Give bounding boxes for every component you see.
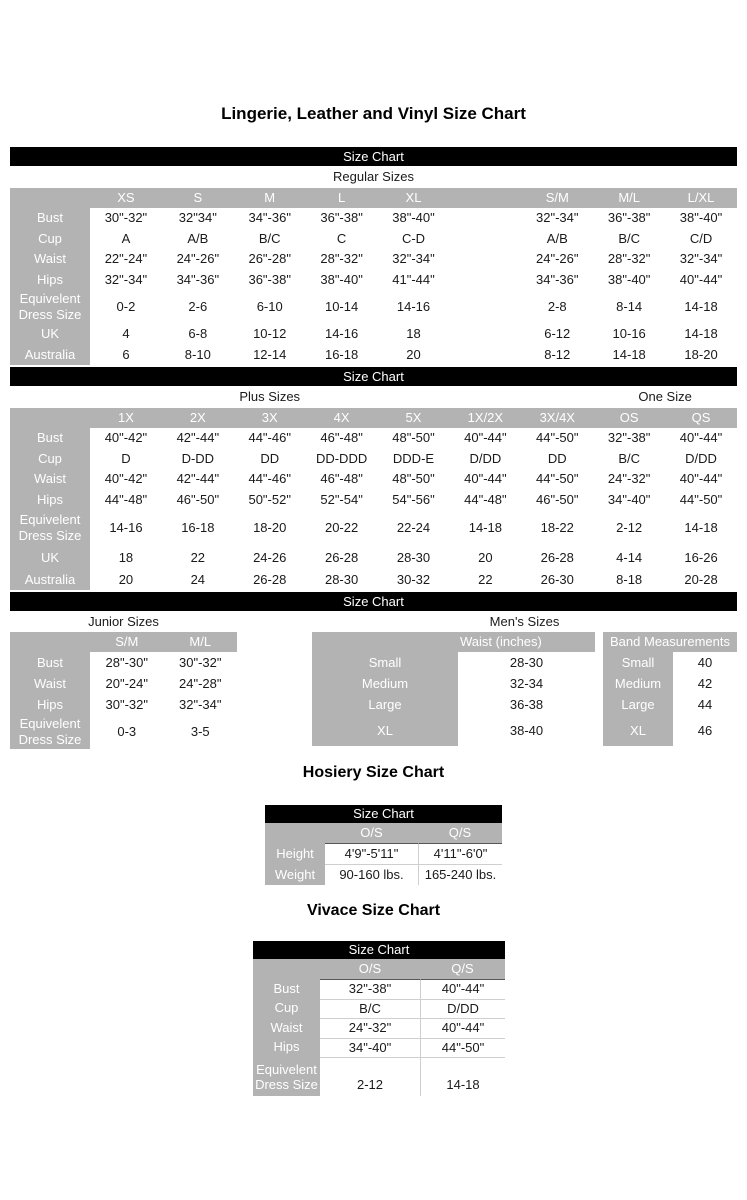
table-cell: 28"-32": [593, 249, 665, 270]
table-cell: 24-26: [234, 546, 306, 569]
table-cell: 14-18: [449, 510, 521, 546]
row-label: UK: [10, 546, 90, 569]
column-header-row: [253, 959, 505, 979]
table-cell: 3-5: [164, 715, 238, 749]
table-row: [603, 652, 737, 673]
column-header: 5X: [378, 408, 450, 428]
table-cell: 14-18: [665, 510, 737, 546]
vivace-table: [253, 959, 505, 1096]
table-cell: 18-20: [234, 510, 306, 546]
table-cell: 40"-44": [449, 469, 521, 490]
table-cell: 40"-44": [665, 270, 737, 291]
table-cell: 32-34: [458, 673, 595, 694]
table-cell: 14-18: [665, 324, 737, 345]
row-label: Equivelent Dress Size: [10, 510, 90, 546]
table-cell: D/DD: [449, 449, 521, 470]
table-cell: 42"-44": [162, 469, 234, 490]
table-cell: 46"-50": [162, 490, 234, 511]
vivace-section: [253, 941, 505, 1096]
table-cell: 26-28: [234, 569, 306, 590]
table-row: [312, 652, 595, 673]
table-cell: 44"-46": [234, 428, 306, 449]
table-cell: 38-40: [458, 715, 595, 746]
column-header: [449, 188, 521, 208]
row-label: Waist: [10, 673, 90, 694]
table-row: [10, 469, 737, 490]
column-header: O/S: [325, 823, 418, 843]
row-label: Hips: [253, 1038, 320, 1058]
table-cell: B/C: [593, 229, 665, 250]
table-cell: 44"-46": [234, 469, 306, 490]
column-header: 4X: [306, 408, 378, 428]
row-label: Bust: [253, 979, 320, 999]
row-label: Height: [265, 843, 325, 864]
table-cell: 48"-50": [378, 428, 450, 449]
table-cell: 30-32: [378, 569, 450, 590]
table-cell: 10-12: [234, 324, 306, 345]
column-header-row: [10, 632, 237, 652]
row-label: Waist: [253, 1018, 320, 1038]
table-row: [10, 673, 237, 694]
row-label: Cup: [253, 999, 320, 1019]
table-cell: 34"-36": [521, 270, 593, 291]
row-label: Bust: [10, 428, 90, 449]
row-label: Weight: [265, 864, 325, 885]
table-cell: 16-18: [162, 510, 234, 546]
table-cell: 40"-44": [420, 979, 505, 999]
table-cell: B/C: [320, 999, 420, 1019]
row-label: XL: [603, 715, 673, 746]
table-cell: [449, 270, 521, 291]
table-cell: 26-28: [306, 546, 378, 569]
size-chart-bar: Size Chart: [253, 941, 505, 959]
table-cell: 38"-40": [593, 270, 665, 291]
column-header: QS: [665, 408, 737, 428]
section-subtitle-strip: [10, 611, 737, 632]
column-header: S: [162, 188, 234, 208]
column-header: L: [306, 188, 378, 208]
table-cell: 40"-44": [420, 1018, 505, 1038]
table-cell: 20-22: [306, 510, 378, 546]
table-cell: 28-30: [458, 652, 595, 673]
table-cell: 18: [378, 324, 450, 345]
table-cell: [449, 208, 521, 229]
table-row: [10, 208, 737, 229]
corner-cell: [253, 959, 320, 979]
column-header: M/L: [164, 632, 238, 652]
section-subtitle-strip: [10, 386, 737, 408]
table-cell: 0-2: [90, 290, 162, 324]
table-row: [10, 510, 737, 546]
table-cell: 38"-40": [378, 208, 450, 229]
table-cell: 10-14: [306, 290, 378, 324]
table-cell: 38"-40": [665, 208, 737, 229]
column-header: XL: [378, 188, 450, 208]
table-cell: 26"-28": [234, 249, 306, 270]
column-header: XS: [90, 188, 162, 208]
row-label: Hips: [10, 694, 90, 715]
table-cell: 22: [162, 546, 234, 569]
column-header: OS: [593, 408, 665, 428]
table-cell: 20: [449, 546, 521, 569]
table-cell: 16-26: [665, 546, 737, 569]
table-row: [603, 715, 737, 746]
column-header: 3X: [234, 408, 306, 428]
table-cell: 14-16: [90, 510, 162, 546]
table-cell: 18-22: [521, 510, 593, 546]
table-cell: [449, 290, 521, 324]
table-row: [253, 1038, 505, 1058]
row-label: Waist: [10, 469, 90, 490]
table-row: [10, 715, 237, 749]
table-cell: 52"-54": [306, 490, 378, 511]
table-cell: 14-16: [378, 290, 450, 324]
table-row: [10, 290, 737, 324]
table-cell: 4'11"-6'0": [418, 843, 502, 864]
table-cell: 4'9"-5'11": [325, 843, 418, 864]
size-chart-bar: Size Chart: [10, 147, 737, 166]
table-cell: D-DD: [162, 449, 234, 470]
column-header: 3X/4X: [521, 408, 593, 428]
column-header-row: [10, 188, 737, 208]
row-label: XL: [312, 715, 458, 746]
table-cell: 26-28: [521, 546, 593, 569]
column-header-row: [265, 823, 502, 843]
table-cell: B/C: [234, 229, 306, 250]
table-row: [10, 249, 737, 270]
junior-sizes-table: [10, 632, 237, 749]
table-cell: 34"-40": [320, 1038, 420, 1058]
table-cell: 20"-24": [90, 673, 164, 694]
table-cell: 22-24: [378, 510, 450, 546]
mens-band-table: [603, 632, 737, 746]
row-label: Australia: [10, 569, 90, 590]
table-row: [10, 569, 737, 590]
table-cell: 44: [673, 694, 737, 715]
table-cell: 24"-26": [521, 249, 593, 270]
row-label: Hips: [10, 490, 90, 511]
table-cell: DD: [234, 449, 306, 470]
junior-mens-section: [10, 592, 737, 752]
row-label: Bust: [10, 208, 90, 229]
table-cell: 8-12: [521, 345, 593, 366]
page-title: Lingerie, Leather and Vinyl Size Chart: [221, 104, 526, 123]
row-label: Cup: [10, 229, 90, 250]
table-cell: 30"-32": [90, 208, 162, 229]
table-cell: 40"-44": [665, 428, 737, 449]
row-label: Large: [312, 694, 458, 715]
table-cell: 24"-32": [593, 469, 665, 490]
table-row: [10, 324, 737, 345]
row-label: Waist: [10, 249, 90, 270]
row-label: Bust: [10, 652, 90, 673]
table-cell: 24"-32": [320, 1018, 420, 1038]
table-row: [10, 449, 737, 470]
table-cell: 20: [378, 345, 450, 366]
corner-cell: [10, 408, 90, 428]
table-row: [10, 546, 737, 569]
table-cell: 24"-26": [162, 249, 234, 270]
table-cell: DD-DDD: [306, 449, 378, 470]
section-subtitle: Regular Sizes: [333, 169, 414, 184]
table-cell: 34"-40": [593, 490, 665, 511]
plus-sizes-subtitle: Plus Sizes: [239, 389, 301, 404]
table-cell: A/B: [162, 229, 234, 250]
table-cell: 42: [673, 673, 737, 694]
column-header: Q/S: [420, 959, 505, 979]
table-cell: 20-28: [665, 569, 737, 590]
row-label: Medium: [603, 673, 673, 694]
table-cell: 2-12: [320, 1057, 420, 1096]
column-header: M: [234, 188, 306, 208]
table-cell: 40"-42": [90, 428, 162, 449]
table-cell: 32"-34": [90, 270, 162, 291]
table-cell: 46"-50": [521, 490, 593, 511]
column-header: S/M: [521, 188, 593, 208]
table-cell: 28"-32": [306, 249, 378, 270]
table-cell: 42"-44": [162, 428, 234, 449]
table-row: [603, 673, 737, 694]
table-cell: [449, 324, 521, 345]
size-chart-bar: Size Chart: [10, 592, 737, 611]
row-label: Small: [312, 652, 458, 673]
table-cell: 46"-48": [306, 428, 378, 449]
table-cell: B/C: [593, 449, 665, 470]
column-header: 1X/2X: [449, 408, 521, 428]
table-cell: 8-14: [593, 290, 665, 324]
table-cell: 14-18: [665, 290, 737, 324]
table-cell: D/DD: [665, 449, 737, 470]
table-cell: 4-14: [593, 546, 665, 569]
table-cell: 36"-38": [593, 208, 665, 229]
table-row: [253, 1018, 505, 1038]
table-cell: 44"-48": [90, 490, 162, 511]
table-row: [10, 428, 737, 449]
table-cell: 90-160 lbs.: [325, 864, 418, 885]
column-header: L/XL: [665, 188, 737, 208]
table-cell: 2-12: [593, 510, 665, 546]
row-label: Large: [603, 694, 673, 715]
table-cell: 6: [90, 345, 162, 366]
table-cell: 34"-36": [162, 270, 234, 291]
table-cell: 32"-38": [593, 428, 665, 449]
mens-waist-table: [312, 632, 595, 746]
table-cell: A/B: [521, 229, 593, 250]
table-cell: 0-3: [90, 715, 164, 749]
corner-cell: [265, 823, 325, 843]
table-cell: 14-18: [420, 1057, 505, 1096]
table-cell: [449, 229, 521, 250]
vivace-chart-title: Vivace Size Chart: [306, 902, 441, 919]
table-cell: 18-20: [665, 345, 737, 366]
column-header: Band Measurements: [603, 632, 737, 652]
table-cell: C: [306, 229, 378, 250]
column-header: Waist (inches): [312, 632, 595, 652]
table-cell: 6-8: [162, 324, 234, 345]
table-cell: 2-6: [162, 290, 234, 324]
hosiery-table: [265, 823, 502, 885]
table-cell: 28-30: [378, 546, 450, 569]
column-header: 1X: [90, 408, 162, 428]
column-header: M/L: [593, 188, 665, 208]
size-chart-bar: Size Chart: [10, 367, 737, 386]
table-row: [603, 694, 737, 715]
table-cell: 6-10: [234, 290, 306, 324]
table-cell: 46"-48": [306, 469, 378, 490]
junior-sizes-subtitle: Junior Sizes: [88, 614, 159, 629]
row-label: Equivelent Dress Size: [253, 1057, 320, 1096]
table-cell: 40"-42": [90, 469, 162, 490]
table-cell: 32"34": [162, 208, 234, 229]
row-label: UK: [10, 324, 90, 345]
column-header: Q/S: [418, 823, 502, 843]
column-header: O/S: [320, 959, 420, 979]
table-cell: 28"-30": [90, 652, 164, 673]
mens-sizes-subtitle: Men's Sizes: [489, 614, 560, 629]
table-row: [10, 652, 237, 673]
table-cell: 8-18: [593, 569, 665, 590]
table-cell: D: [90, 449, 162, 470]
table-cell: 14-18: [593, 345, 665, 366]
table-cell: 40: [673, 652, 737, 673]
table-cell: 46: [673, 715, 737, 746]
table-cell: 44"-48": [449, 490, 521, 511]
row-label: Small: [603, 652, 673, 673]
table-cell: 2-8: [521, 290, 593, 324]
table-cell: 20: [90, 569, 162, 590]
table-cell: 40"-44": [449, 428, 521, 449]
table-cell: A: [90, 229, 162, 250]
table-row: [312, 715, 595, 746]
row-label: Australia: [10, 345, 90, 366]
corner-cell: [10, 188, 90, 208]
table-row: [10, 694, 237, 715]
table-cell: 32"-34": [164, 694, 238, 715]
table-cell: DDD-E: [378, 449, 450, 470]
table-cell: D/DD: [420, 999, 505, 1019]
corner-cell: [10, 632, 90, 652]
table-cell: 12-14: [234, 345, 306, 366]
table-cell: 4: [90, 324, 162, 345]
table-cell: 18: [90, 546, 162, 569]
table-cell: 41"-44": [378, 270, 450, 291]
column-header-row: [10, 408, 737, 428]
table-cell: 36"-38": [234, 270, 306, 291]
size-chart-bar: Size Chart: [265, 805, 502, 823]
column-header: S/M: [90, 632, 164, 652]
table-cell: 10-16: [593, 324, 665, 345]
table-cell: 8-10: [162, 345, 234, 366]
column-header: 2X: [162, 408, 234, 428]
row-label: Medium: [312, 673, 458, 694]
table-cell: 44"-50": [521, 428, 593, 449]
one-size-subtitle: One Size: [638, 389, 692, 404]
table-cell: 54"-56": [378, 490, 450, 511]
table-cell: C/D: [665, 229, 737, 250]
table-cell: 22"-24": [90, 249, 162, 270]
table-cell: 24"-28": [164, 673, 238, 694]
row-label: Hips: [10, 270, 90, 291]
table-cell: [449, 345, 521, 366]
table-row: [10, 345, 737, 366]
row-label: Equivelent Dress Size: [10, 715, 90, 749]
table-cell: 50"-52": [234, 490, 306, 511]
table-row: [10, 490, 737, 511]
table-cell: 48"-50": [378, 469, 450, 490]
table-cell: 34"-36": [234, 208, 306, 229]
table-row: [10, 229, 737, 250]
table-cell: 38"-40": [306, 270, 378, 291]
hosiery-section: [265, 805, 502, 885]
table-cell: 40"-44": [665, 469, 737, 490]
table-cell: 36"-38": [306, 208, 378, 229]
table-cell: 32"-34": [521, 208, 593, 229]
table-row: [312, 694, 595, 715]
table-cell: 36-38: [458, 694, 595, 715]
table-cell: 22: [449, 569, 521, 590]
table-cell: 32"-38": [320, 979, 420, 999]
table-row: [312, 673, 595, 694]
table-cell: 32"-34": [378, 249, 450, 270]
table-cell: 28-30: [306, 569, 378, 590]
table-cell: 26-30: [521, 569, 593, 590]
table-row: [10, 270, 737, 291]
table-row: [253, 1057, 505, 1096]
table-cell: DD: [521, 449, 593, 470]
regular-sizes-table: [10, 188, 737, 365]
table-cell: 24: [162, 569, 234, 590]
table-cell: 44"-50": [521, 469, 593, 490]
table-cell: 44"-50": [420, 1038, 505, 1058]
table-cell: 30"-32": [90, 694, 164, 715]
plus-sizes-section: [10, 367, 737, 590]
table-cell: 16-18: [306, 345, 378, 366]
table-row: [265, 864, 502, 885]
table-cell: [449, 249, 521, 270]
hosiery-chart-title: Hosiery Size Chart: [302, 764, 445, 781]
table-row: [265, 843, 502, 864]
table-row: [253, 979, 505, 999]
table-cell: 14-16: [306, 324, 378, 345]
row-label: Equivelent Dress Size: [10, 290, 90, 324]
table-row: [253, 999, 505, 1019]
table-cell: 32"-34": [665, 249, 737, 270]
table-cell: C-D: [378, 229, 450, 250]
table-cell: 30"-32": [164, 652, 238, 673]
plus-sizes-table: [10, 408, 737, 590]
regular-sizes-section: [10, 147, 737, 365]
table-cell: 165-240 lbs.: [418, 864, 502, 885]
table-cell: 44"-50": [665, 490, 737, 511]
row-label: Cup: [10, 449, 90, 470]
table-cell: 6-12: [521, 324, 593, 345]
